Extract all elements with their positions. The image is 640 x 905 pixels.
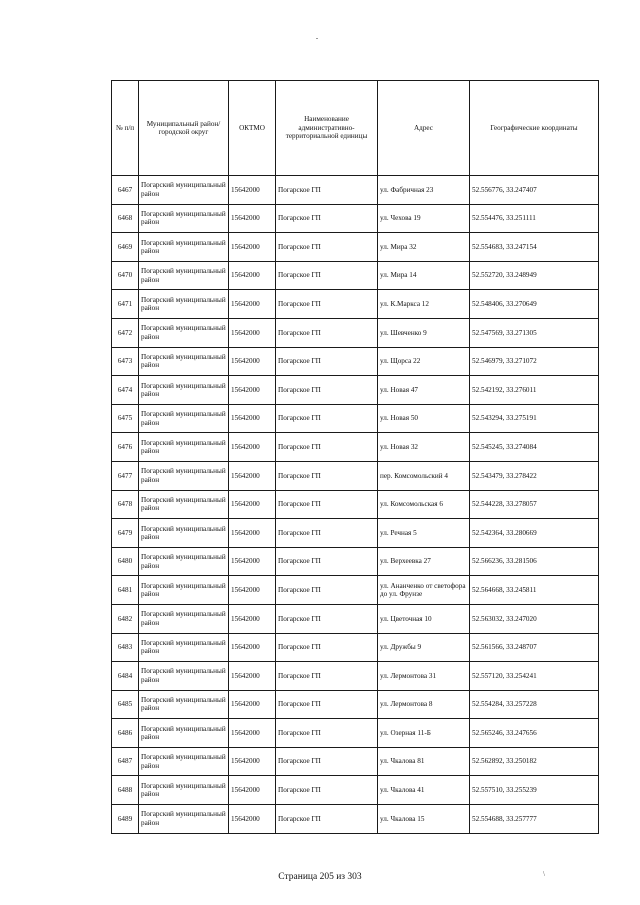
table-row	[112, 433, 599, 462]
row-oktmo: 15642000	[229, 233, 276, 262]
row-coordinates: 52.565246, 33.247656	[470, 719, 599, 748]
row-number: 6484	[112, 662, 139, 691]
header-address: Адрес	[378, 81, 470, 176]
row-district: Погарский муниципальный район	[139, 604, 229, 633]
row-district: Погарский муниципальный район	[139, 576, 229, 605]
row-number: 6476	[112, 433, 139, 462]
row-address: ул. Озерная 11-Б	[378, 719, 470, 748]
row-address: ул. Ананченко от светофора до ул. Фрунзе	[378, 576, 470, 605]
row-unit: Погарское ГП	[276, 176, 378, 205]
row-number: 6489	[112, 805, 139, 834]
table-row	[112, 233, 599, 262]
header-unit: Наименование административно-территориальной единицы	[276, 81, 378, 176]
row-number: 6481	[112, 576, 139, 605]
row-district: Погарский муниципальный район	[139, 662, 229, 691]
row-oktmo: 15642000	[229, 519, 276, 548]
row-oktmo: 15642000	[229, 404, 276, 433]
table-row	[112, 347, 599, 376]
row-coordinates: 52.556776, 33.247407	[470, 176, 599, 205]
row-number: 6472	[112, 318, 139, 347]
table-row	[112, 261, 599, 290]
row-number: 6486	[112, 719, 139, 748]
row-number: 6487	[112, 747, 139, 776]
row-coordinates: 52.543479, 33.278422	[470, 461, 599, 490]
row-unit: Погарское ГП	[276, 461, 378, 490]
table-row	[112, 719, 599, 748]
row-coordinates: 52.562892, 33.250182	[470, 747, 599, 776]
row-district: Погарский муниципальный район	[139, 461, 229, 490]
row-unit: Погарское ГП	[276, 805, 378, 834]
row-number: 6469	[112, 233, 139, 262]
row-oktmo: 15642000	[229, 719, 276, 748]
row-district: Погарский муниципальный район	[139, 633, 229, 662]
table-row	[112, 805, 599, 834]
row-oktmo: 15642000	[229, 633, 276, 662]
row-oktmo: 15642000	[229, 776, 276, 805]
row-unit: Погарское ГП	[276, 404, 378, 433]
row-oktmo: 15642000	[229, 547, 276, 576]
row-coordinates: 52.557510, 33.255239	[470, 776, 599, 805]
row-oktmo: 15642000	[229, 433, 276, 462]
row-oktmo: 15642000	[229, 747, 276, 776]
row-address: ул. Чкалова 81	[378, 747, 470, 776]
row-unit: Погарское ГП	[276, 547, 378, 576]
row-number: 6477	[112, 461, 139, 490]
row-address: ул. Новая 50	[378, 404, 470, 433]
row-unit: Погарское ГП	[276, 776, 378, 805]
row-unit: Погарское ГП	[276, 347, 378, 376]
row-coordinates: 52.554683, 33.247154	[470, 233, 599, 262]
header-num: № п/п	[112, 81, 139, 176]
row-coordinates: 52.544228, 33.278057	[470, 490, 599, 519]
row-address: ул. Верхеевка 27	[378, 547, 470, 576]
row-unit: Погарское ГП	[276, 633, 378, 662]
row-unit: Погарское ГП	[276, 662, 378, 691]
row-oktmo: 15642000	[229, 662, 276, 691]
row-district: Погарский муниципальный район	[139, 404, 229, 433]
row-district: Погарский муниципальный район	[139, 747, 229, 776]
row-oktmo: 15642000	[229, 318, 276, 347]
table-row	[112, 176, 599, 205]
row-oktmo: 15642000	[229, 461, 276, 490]
table-row	[112, 662, 599, 691]
row-number: 6470	[112, 261, 139, 290]
row-coordinates: 52.554688, 33.257777	[470, 805, 599, 834]
row-address: ул. Дружбы 9	[378, 633, 470, 662]
row-coordinates: 52.542192, 33.276011	[470, 376, 599, 405]
scan-speck	[316, 38, 318, 39]
row-address: ул. Чехова 19	[378, 204, 470, 233]
row-address: ул. Лермонтова 8	[378, 690, 470, 719]
row-coordinates: 52.557120, 33.254241	[470, 662, 599, 691]
row-number: 6474	[112, 376, 139, 405]
row-district: Погарский муниципальный район	[139, 290, 229, 319]
row-address: ул. Лермонтова 31	[378, 662, 470, 691]
row-number: 6485	[112, 690, 139, 719]
row-number: 6471	[112, 290, 139, 319]
table-row	[112, 204, 599, 233]
row-oktmo: 15642000	[229, 805, 276, 834]
row-number: 6473	[112, 347, 139, 376]
row-address: ул. Щорса 22	[378, 347, 470, 376]
table-body	[112, 176, 599, 834]
row-unit: Погарское ГП	[276, 318, 378, 347]
row-oktmo: 15642000	[229, 261, 276, 290]
row-district: Погарский муниципальный район	[139, 519, 229, 548]
row-coordinates: 52.552720, 33.248949	[470, 261, 599, 290]
row-coordinates: 52.548406, 33.270649	[470, 290, 599, 319]
row-unit: Погарское ГП	[276, 747, 378, 776]
corner-mark: \	[543, 870, 545, 878]
row-oktmo: 15642000	[229, 490, 276, 519]
table-row	[112, 690, 599, 719]
row-oktmo: 15642000	[229, 604, 276, 633]
row-unit: Погарское ГП	[276, 719, 378, 748]
table-row	[112, 519, 599, 548]
row-oktmo: 15642000	[229, 204, 276, 233]
header-row	[112, 81, 599, 176]
row-district: Погарский муниципальный район	[139, 233, 229, 262]
row-address: ул. Фабричная 23	[378, 176, 470, 205]
row-address: ул. Цветочная 10	[378, 604, 470, 633]
row-unit: Погарское ГП	[276, 233, 378, 262]
page-number: Страница 205 из 303	[278, 872, 362, 882]
table-header	[112, 81, 599, 176]
row-number: 6479	[112, 519, 139, 548]
row-address: ул. Мира 32	[378, 233, 470, 262]
table-row	[112, 604, 599, 633]
row-address: пер. Комсомольский 4	[378, 461, 470, 490]
row-coordinates: 52.543294, 33.275191	[470, 404, 599, 433]
row-unit: Погарское ГП	[276, 290, 378, 319]
row-address: ул. Чкалова 15	[378, 805, 470, 834]
table-row	[112, 776, 599, 805]
row-district: Погарский муниципальный район	[139, 433, 229, 462]
table-row	[112, 576, 599, 605]
row-district: Погарский муниципальный район	[139, 490, 229, 519]
row-unit: Погарское ГП	[276, 433, 378, 462]
row-address: ул. Новая 32	[378, 433, 470, 462]
table-row	[112, 290, 599, 319]
row-address: ул. Речная 5	[378, 519, 470, 548]
table-row	[112, 318, 599, 347]
address-table	[111, 80, 599, 834]
row-district: Погарский муниципальный район	[139, 690, 229, 719]
row-unit: Погарское ГП	[276, 690, 378, 719]
row-coordinates: 52.564668, 33.245811	[470, 576, 599, 605]
row-coordinates: 52.563032, 33.247020	[470, 604, 599, 633]
row-number: 6467	[112, 176, 139, 205]
row-oktmo: 15642000	[229, 290, 276, 319]
header-district: Муниципальный район/городской округ	[139, 81, 229, 176]
table-row	[112, 404, 599, 433]
row-oktmo: 15642000	[229, 690, 276, 719]
row-unit: Погарское ГП	[276, 490, 378, 519]
row-unit: Погарское ГП	[276, 261, 378, 290]
row-number: 6480	[112, 547, 139, 576]
row-district: Погарский муниципальный район	[139, 376, 229, 405]
row-number: 6468	[112, 204, 139, 233]
row-coordinates: 52.547569, 33.271305	[470, 318, 599, 347]
table-row	[112, 747, 599, 776]
row-district: Погарский муниципальный район	[139, 318, 229, 347]
row-coordinates: 52.566236, 33.281506	[470, 547, 599, 576]
row-oktmo: 15642000	[229, 576, 276, 605]
row-oktmo: 15642000	[229, 176, 276, 205]
row-district: Погарский муниципальный район	[139, 261, 229, 290]
row-address: ул. Комсомольская 6	[378, 490, 470, 519]
row-district: Погарский муниципальный район	[139, 347, 229, 376]
row-unit: Погарское ГП	[276, 376, 378, 405]
table-row	[112, 547, 599, 576]
header-oktmo: ОКТМО	[229, 81, 276, 176]
row-unit: Погарское ГП	[276, 204, 378, 233]
row-number: 6488	[112, 776, 139, 805]
row-address: ул. Новая 47	[378, 376, 470, 405]
row-district: Погарский муниципальный район	[139, 805, 229, 834]
row-coordinates: 52.545245, 33.274084	[470, 433, 599, 462]
row-district: Погарский муниципальный район	[139, 547, 229, 576]
header-coords: Географические координаты	[470, 81, 599, 176]
row-address: ул. Мира 14	[378, 261, 470, 290]
table-row	[112, 633, 599, 662]
row-address: ул. Шевченко 9	[378, 318, 470, 347]
row-unit: Погарское ГП	[276, 576, 378, 605]
row-unit: Погарское ГП	[276, 519, 378, 548]
row-district: Погарский муниципальный район	[139, 204, 229, 233]
row-number: 6483	[112, 633, 139, 662]
row-coordinates: 52.546979, 33.271072	[470, 347, 599, 376]
row-coordinates: 52.554476, 33.251111	[470, 204, 599, 233]
row-oktmo: 15642000	[229, 347, 276, 376]
row-address: ул. Чкалова 41	[378, 776, 470, 805]
row-district: Погарский муниципальный район	[139, 719, 229, 748]
table-row	[112, 461, 599, 490]
row-oktmo: 15642000	[229, 376, 276, 405]
table-row	[112, 490, 599, 519]
row-number: 6475	[112, 404, 139, 433]
table-row	[112, 376, 599, 405]
row-number: 6482	[112, 604, 139, 633]
row-coordinates: 52.554284, 33.257228	[470, 690, 599, 719]
row-coordinates: 52.561566, 33.248707	[470, 633, 599, 662]
row-unit: Погарское ГП	[276, 604, 378, 633]
row-district: Погарский муниципальный район	[139, 776, 229, 805]
row-district: Погарский муниципальный район	[139, 176, 229, 205]
row-coordinates: 52.542364, 33.280669	[470, 519, 599, 548]
row-address: ул. К.Маркса 12	[378, 290, 470, 319]
row-number: 6478	[112, 490, 139, 519]
